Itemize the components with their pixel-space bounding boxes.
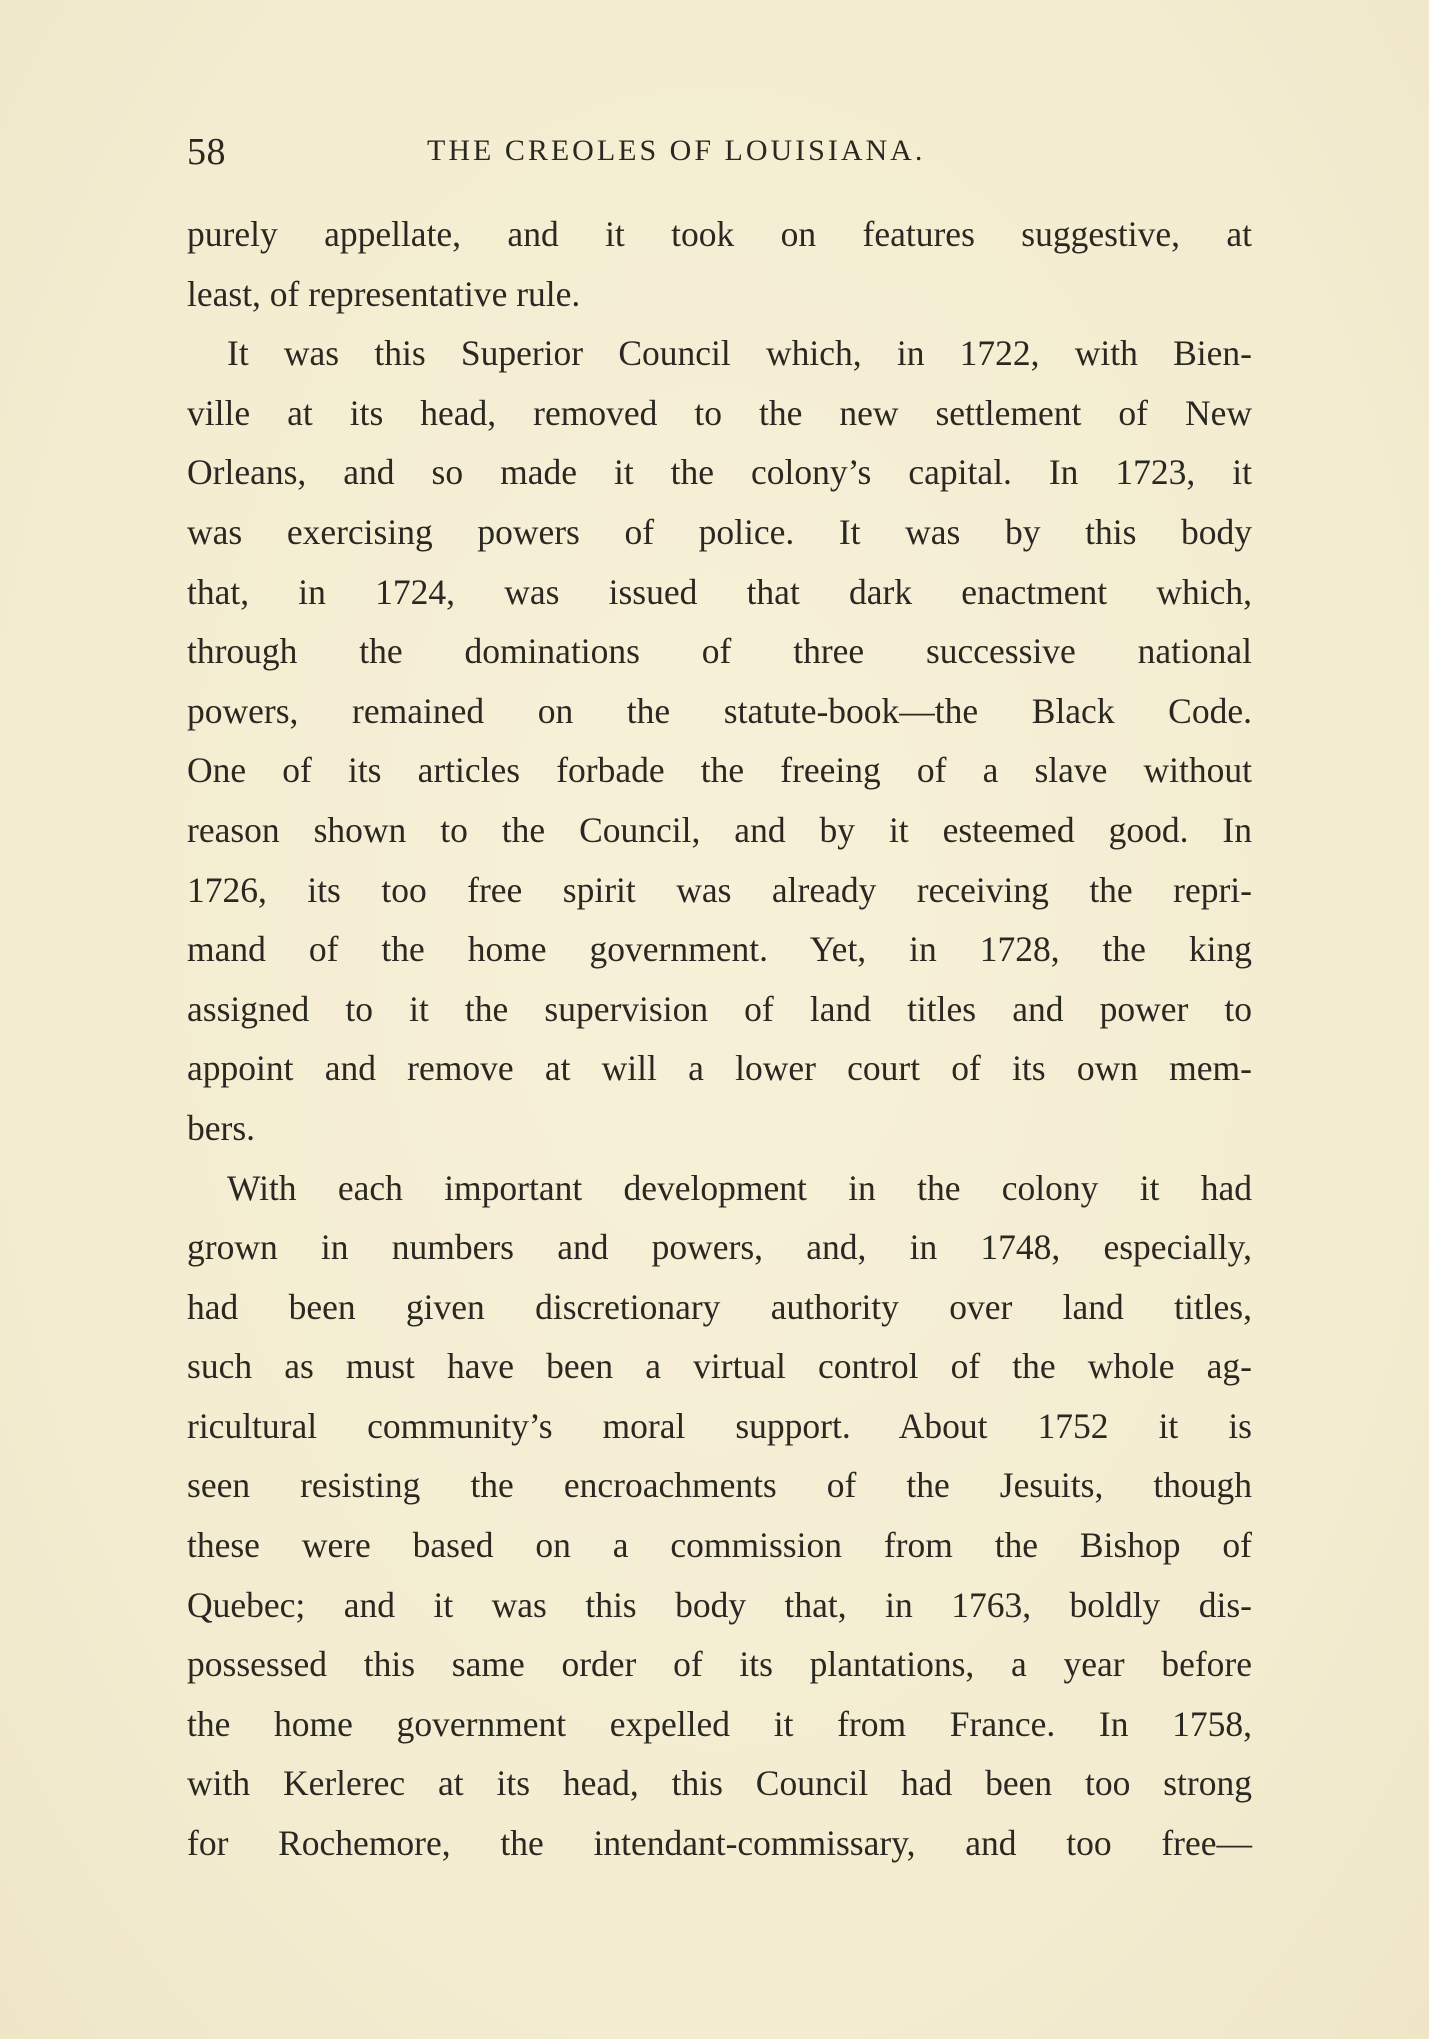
- text-line: It was this Superior Council which, in 1722, with Bien-: [227, 333, 1252, 374]
- text-line: bers.: [187, 1107, 256, 1148]
- text-line: with Kerlerec at its head, this Council had been too strong: [187, 1763, 1252, 1804]
- text-line: reason shown to the Council, and by it esteemed good. In: [187, 809, 1252, 850]
- text-line: seen resisting the encroachments of the Jesuits, though: [187, 1465, 1252, 1506]
- text-line: grown in numbers and powers, and, in 1748, especially,: [187, 1227, 1252, 1268]
- text-line: had been given discretionary authority over land titles,: [187, 1286, 1252, 1327]
- text-line: the home government expelled it from France. In 1758,: [187, 1703, 1252, 1744]
- text-line: such as must have been a virtual control of the whole ag-: [187, 1346, 1252, 1387]
- text-line: was exercising powers of police. It was by this body: [187, 511, 1252, 552]
- text-line: One of its articles forbade the freeing of a slave without: [187, 750, 1252, 791]
- text-line: purely appellate, and it took on features suggestive, at: [187, 214, 1252, 254]
- text-line: mand of the home government. Yet, in 1728, the king: [187, 929, 1252, 970]
- text-line: these were based on a commission from the Bishop of: [187, 1525, 1252, 1566]
- text-line: assigned to it the supervision of land titles and power to: [187, 988, 1252, 1029]
- text-line: With each important development in the colony it had: [227, 1167, 1252, 1208]
- text-line: powers, remained on the statute-book—the Black Code.: [187, 690, 1252, 731]
- text-line: Orleans, and so made it the colony’s capital. In 1723, it: [187, 452, 1252, 493]
- text-line: least, of representative rule.: [187, 273, 581, 314]
- running-title: THE CREOLES OF LOUISIANA.: [427, 134, 926, 167]
- page-header: [187, 130, 1252, 180]
- text-line: appoint and remove at will a lower court of its own mem-: [187, 1048, 1252, 1089]
- text-line: through the dominations of three successive national: [187, 631, 1252, 672]
- text-line: 1726, its too free spirit was already receiving the repri-: [187, 869, 1252, 910]
- text-line: ricultural community’s moral support. About 1752 it is: [187, 1405, 1252, 1446]
- text-line: that, in 1724, was issued that dark enactment which,: [187, 571, 1252, 612]
- body-text: [187, 205, 1252, 1874]
- page-number: 58: [187, 131, 226, 173]
- text-line: for Rochemore, the intendant-commissary, and too free—: [187, 1823, 1252, 1864]
- text-line: ville at its head, removed to the new settlement of New: [187, 392, 1252, 433]
- text-line: Quebec; and it was this body that, in 1763, boldly dis-: [187, 1584, 1252, 1625]
- text-line: possessed this same order of its plantations, a year before: [187, 1644, 1252, 1685]
